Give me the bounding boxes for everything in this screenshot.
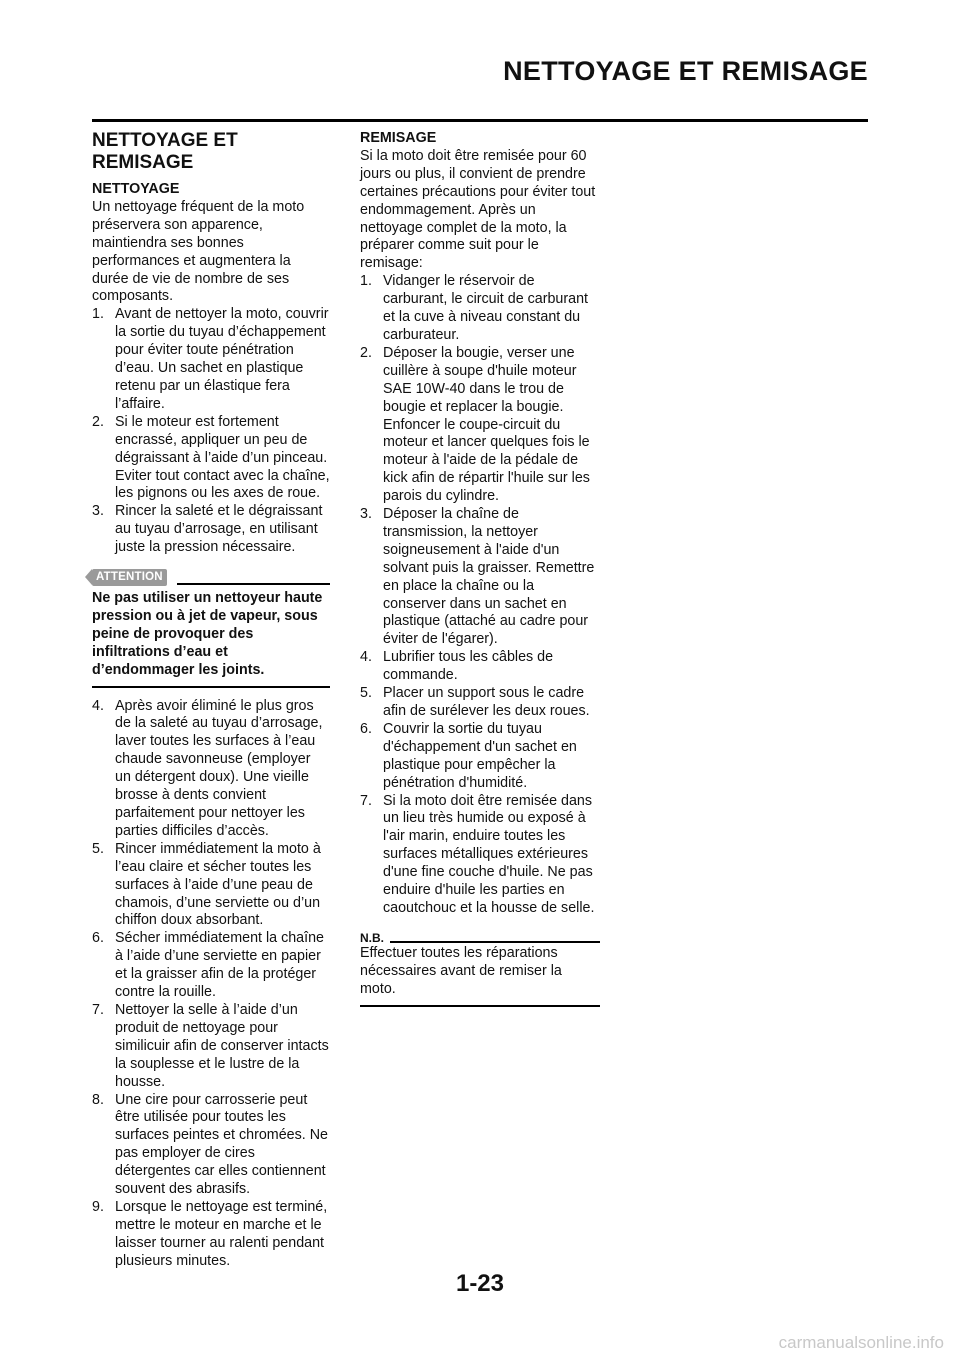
attention-header [92,569,330,586]
step-text: Vidanger le réservoir de carburant, le circuit de carburant et la cuve à niveau constant du carburateur. [383,273,589,343]
step-number: 7. [360,792,372,809]
list-item [360,721,600,793]
step-text: Une cire pour carrosserie peut être utilisée pour toutes les surfaces peintes et chromées. Ne pas employer de cires détergentes car elles contiennent souvent des abrasifs. [115,1091,328,1198]
step-number: 8. [92,1091,104,1108]
step-number: 6. [92,930,104,947]
note-text: Effectuer toutes les réparations nécessaires avant de remiser la moto. [360,945,600,1007]
list-item [360,345,600,506]
step-text: Si la moto doit être remisée dans un lieu très humide ou exposé à l'air marin, enduire toutes les surfaces métalliques extérieures d'une fine couche d'huile. Ne pas enduire d'huile les parties en caoutchouc et la housse de selle. [383,792,595,916]
step-text: Déposer la bougie, verser une cuillère à soupe d'huile moteur SAE 10W-40 dans le trou de bougie et replacer la bougie. Enfoncer le coupe-circuit du moteur et lancer quelques fois le moteur à l'aide de la pédale de kick afin de répartir l'huile sur les parois du cylindre. [383,344,590,505]
right-column [360,130,600,1007]
step-number: 3. [360,506,372,523]
step-text: Rincer immédiatement la moto à l’eau claire et sécher toutes les surfaces à l’aide d’une peau de chamois, d’une serviette ou d’un chiffon doux absorbant. [115,840,321,929]
step-number: 3. [92,503,104,520]
step-text: Nettoyer la selle à l’aide d’un produit de nettoyage pour similicuir afin de conserver intacts la souplesse et le lustre de la housse. [115,1001,329,1090]
step-number: 2. [92,413,104,430]
step-text: Rincer la saleté et le dégraissant au tuyau d’arrosage, en utilisant juste la pression nécessaire. [115,503,323,556]
step-text: Couvrir la sortie du tuyau d'échappement d'un sachet en plastique pour empêcher la pénétration d'humidité. [383,720,577,791]
step-text: Lorsque le nettoyage est terminé, mettre le moteur en marche et le laisser tourner au ralenti pendant plusieurs minutes. [115,1198,328,1269]
list-item [92,503,330,557]
step-number: 2. [360,344,372,361]
section-title: NETTOYAGE ET REMISAGE [92,130,238,173]
storage-subtitle: REMISAGE [360,130,437,146]
list-item [92,414,330,504]
left-column [92,130,330,1271]
list-item [92,841,330,931]
list-item [92,698,330,841]
step-number: 4. [360,649,372,666]
step-number: 5. [92,840,104,857]
step-number: 1. [92,306,104,323]
page-header-title: NETTOYAGE ET REMISAGE [503,56,868,86]
step-text: Si le moteur est fortement encrassé, appliquer un peu de dégraissant à l’aide d’un pinceau. Eviter tout contact avec la chaîne, les pignons ou les axes de roue. [115,413,330,502]
list-item [92,1092,330,1199]
attention-text: Ne pas utiliser un nettoyeur haute pression ou à jet de vapeur, sous peine de provoquer des infiltrations d’eau et d’endommager les joints. [92,590,330,688]
cleaning-steps-list-a [92,306,330,557]
list-item [92,1002,330,1092]
storage-steps-list [360,273,600,918]
list-item [92,930,330,1002]
step-number: 6. [360,720,372,737]
note-rule [390,941,600,943]
header-rule [92,119,868,122]
step-text: Sécher immédiatement la chaîne à l’aide d’une serviette en papier et la graisser afin de la protéger contre la rouille. [115,930,325,1001]
storage-intro: Si la moto doit être remisée pour 60 jours ou plus, il convient de prendre certaines précautions pour éviter tout endommagement. Après un nettoyage complet de la moto, la préparer comme suit pour le remisage: [360,147,596,272]
step-text: Déposer la chaîne de transmission, la nettoyer soigneusement à l'aide d'un solvant puis la graisser. Remettre en place la chaîne ou la conserver dans un sachet en plastique (attaché au cadre pour éviter de l'égarer). [383,506,595,648]
cleaning-steps-list-b [92,698,330,1271]
note-box [360,928,600,1007]
list-item [360,506,600,649]
attention-box [92,569,330,688]
cleaning-intro: Un nettoyage fréquent de la moto préservera son apparence, maintiendra ses bonnes performances et augmentera la durée de vie de nombre de ses composants. [92,198,305,305]
list-item [92,1199,330,1271]
step-number: 1. [360,273,372,290]
attention-badge: ATTENTION [92,569,167,586]
step-number: 5. [360,685,372,702]
step-number: 9. [92,1198,104,1215]
list-item [360,685,600,721]
attention-rule [177,583,330,585]
step-text: Après avoir éliminé le plus gros de la saleté au tuyau d’arrosage, laver toutes les surfaces à l’eau chaude savonneuse (employer un détergent doux). Une vieille brosse à dents convient parfaitement pour nettoyer les parties difficiles d’accès. [115,697,323,839]
note-header [360,928,600,945]
list-item [360,273,600,345]
list-item [360,649,600,685]
step-text: Lubrifier tous les câbles de commande. [383,649,554,684]
list-item [92,306,330,413]
list-item [360,793,600,918]
cleaning-subtitle: NETTOYAGE [92,181,180,197]
watermark: carmanualsonline.info [778,1333,944,1352]
step-number: 4. [92,697,104,714]
step-text: Placer un support sous le cadre afin de surélever les deux roues. [383,685,590,719]
page-number: 1-23 [455,1270,505,1297]
step-number: 7. [92,1001,104,1018]
step-text: Avant de nettoyer la moto, couvrir la sortie du tuyau d’échappement pour éviter toute pénétration d’eau. Un sachet en plastique retenu par un élastique fera l’affaire. [115,306,329,412]
note-label: N.B. [360,930,384,945]
